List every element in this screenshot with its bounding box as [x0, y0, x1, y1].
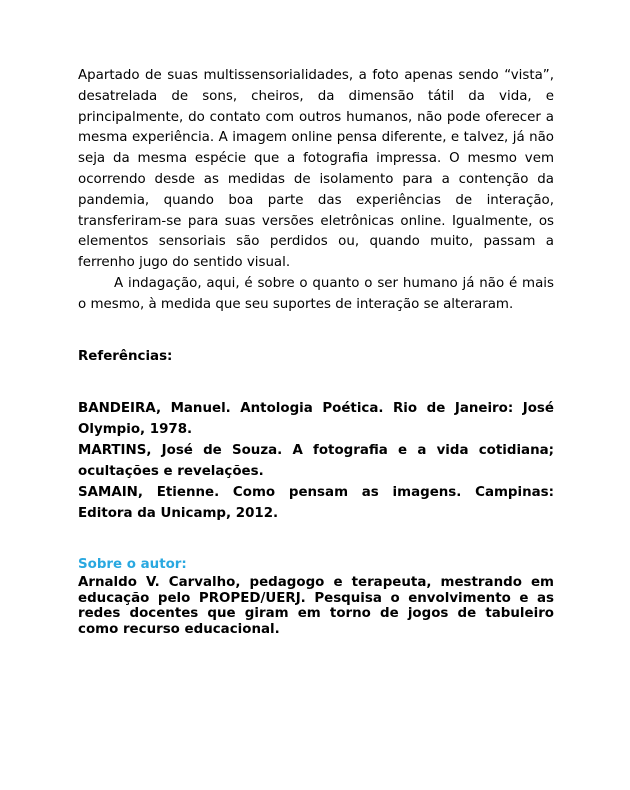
- references-heading: Referências:: [78, 348, 173, 364]
- body-paragraph-2: A indagação, aqui, é sobre o quanto o ser humano já não é mais o mesmo, à medida que seu suportes de interação se alteraram.: [78, 275, 554, 312]
- references-list: [78, 398, 554, 524]
- author-bio: Arnaldo V. Carvalho, pedagogo e terapeuta, mestrando em educação pelo PROPED/UERJ. Pesquisa o envolvimento e as redes docentes que giram em torno de jogos de tabuleiro como recurso educacional.: [78, 575, 554, 637]
- reference-item: BANDEIRA, Manuel. Antologia Poética. Rio de Janeiro: José Olympio, 1978.: [78, 401, 554, 438]
- author-heading: Sobre o autor:: [78, 557, 187, 573]
- reference-item: SAMAIN, Etienne. Como pensam as imagens. Campinas: Editora da Unicamp, 2012.: [78, 485, 554, 522]
- body-paragraph-1: Apartado de suas multissensorialidades, a foto apenas sendo “vista”, desatrelada de sons, cheiros, da dimensão tátil da vida, e principalmente, do contato com outros humanos, não pode oferecer a mesma experiência. A imagem online pensa diferente, e talvez, já não seja da mesma espécie que a fotografia impressa. O mesmo vem ocorrendo desde as medidas de isolamento para a contenção da pandemia, quando boa parte das experiências de interação, transferiram-se para suas versões eletrônicas online. Igualmente, os elementos sensoriais são perdidos ou, quando muito, passam a ferrenho jugo do sentido visual.: [78, 68, 554, 271]
- reference-item: MARTINS, José de Souza. A fotografia e a vida cotidiana; ocultações e revelações.: [78, 443, 554, 480]
- document-page: [78, 66, 554, 637]
